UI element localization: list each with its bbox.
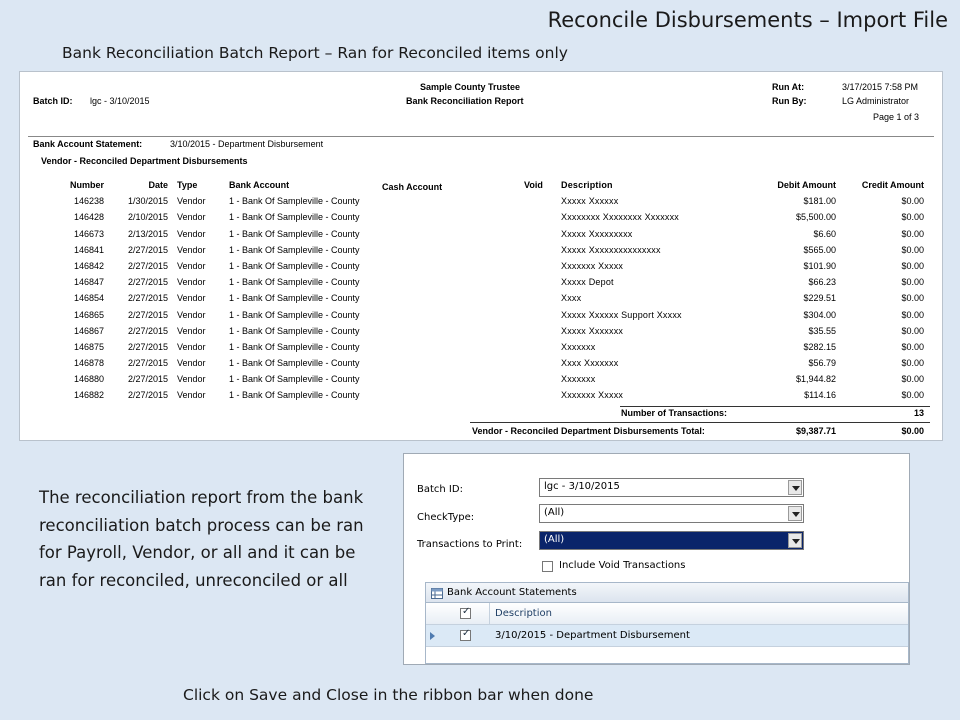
cell-number: 146882 xyxy=(73,390,104,401)
statement-label: Bank Account Statement: xyxy=(33,139,143,149)
cell-number: 146847 xyxy=(73,277,104,288)
batch-id-label: Batch ID: xyxy=(33,96,73,106)
cell-description: Xxxxxxx xyxy=(561,374,596,385)
checktype-select-value: (All) xyxy=(544,507,565,518)
total-debit: $9,387.71 xyxy=(795,426,836,436)
cell-number: 146842 xyxy=(73,260,104,271)
cell-bank-account: 1 - Bank Of Sampleville - County xyxy=(229,341,360,352)
cell-debit: $565.00 xyxy=(803,244,836,255)
cell-type: Vendor xyxy=(177,358,206,369)
grid-col-description[interactable]: Description xyxy=(495,608,552,619)
cell-description: Xxxxx Xxxxxx Support Xxxxx xyxy=(561,309,682,320)
cell-credit: $0.00 xyxy=(901,358,924,369)
cell-debit: $101.90 xyxy=(803,260,836,271)
cell-description: Xxxxx Depot xyxy=(561,277,614,288)
cell-date: 2/27/2015 xyxy=(127,277,168,288)
table-row xyxy=(20,308,944,324)
cell-type: Vendor xyxy=(177,309,206,320)
grid-row-description: 3/10/2015 - Department Disbursement xyxy=(495,630,690,641)
cell-debit: $181.00 xyxy=(803,196,836,207)
cell-number: 146428 xyxy=(73,212,104,223)
cell-debit: $35.55 xyxy=(808,325,836,336)
slide-subtitle: Bank Reconciliation Batch Report – Ran for Reconciled items only xyxy=(62,44,568,62)
cell-bank-account: 1 - Bank Of Sampleville - County xyxy=(229,244,360,255)
statement-value: 3/10/2015 - Department Disbursement xyxy=(170,139,324,149)
cell-description: Xxxxx Xxxxxxxxx xyxy=(561,228,633,239)
cell-bank-account: 1 - Bank Of Sampleville - County xyxy=(229,374,360,385)
report-org-name: Sample County Trustee xyxy=(420,82,521,92)
cell-date: 2/13/2015 xyxy=(127,228,168,239)
slide-title: Reconcile Disbursements – Import File xyxy=(547,8,948,32)
col-cash-account: Cash Account xyxy=(382,182,443,192)
table-header xyxy=(20,178,944,194)
cell-type: Vendor xyxy=(177,277,206,288)
header-divider xyxy=(28,136,934,137)
batch-id-select-value: lgc - 3/10/2015 xyxy=(544,481,620,492)
cell-type: Vendor xyxy=(177,228,206,239)
table-row xyxy=(20,259,944,275)
cell-credit: $0.00 xyxy=(901,260,924,271)
cell-type: Vendor xyxy=(177,390,206,401)
cell-debit: $304.00 xyxy=(803,309,836,320)
cell-number: 146673 xyxy=(73,228,104,239)
batch-id-field-label: Batch ID: xyxy=(417,484,463,495)
grid-row-statement[interactable] xyxy=(426,625,908,647)
include-void-label: Include Void Transactions xyxy=(559,560,686,571)
cell-type: Vendor xyxy=(177,244,206,255)
cell-bank-account: 1 - Bank Of Sampleville - County xyxy=(229,228,360,239)
table-row xyxy=(20,356,944,372)
transactions-to-print-select[interactable] xyxy=(539,531,804,550)
cell-credit: $0.00 xyxy=(901,212,924,223)
cell-credit: $0.00 xyxy=(901,196,924,207)
cell-bank-account: 1 - Bank Of Sampleville - County xyxy=(229,358,360,369)
cell-number: 146238 xyxy=(73,196,104,207)
run-by-value: LG Administrator xyxy=(842,96,910,106)
page-indicator: Page 1 of 3 xyxy=(873,112,920,122)
chevron-down-icon[interactable] xyxy=(788,480,802,495)
cell-description: Xxxxxxx Xxxxx xyxy=(561,260,624,271)
col-void: Void xyxy=(524,180,543,190)
table-row xyxy=(20,372,944,388)
cell-type: Vendor xyxy=(177,341,206,352)
cell-bank-account: 1 - Bank Of Sampleville - County xyxy=(229,260,360,271)
cell-bank-account: 1 - Bank Of Sampleville - County xyxy=(229,309,360,320)
cell-description: Xxxxx Xxxxxxx xyxy=(561,325,624,336)
batch-id-select[interactable] xyxy=(539,478,804,497)
row-pointer-icon xyxy=(430,632,435,640)
grid-title: Bank Account Statements xyxy=(447,587,577,598)
cell-date: 2/27/2015 xyxy=(127,325,168,336)
cell-type: Vendor xyxy=(177,196,206,207)
grid-title-bar xyxy=(426,583,908,603)
cell-credit: $0.00 xyxy=(901,277,924,288)
batch-id-value: lgc - 3/10/2015 xyxy=(90,96,150,106)
explanation-text: The reconciliation report from the bank reconciliation batch process can be ran for Payroll, Vendor, or all and it can be ran for reconciled, unreconciled or all xyxy=(39,488,364,590)
cell-description: Xxxxxxxx Xxxxxxxx Xxxxxxx xyxy=(561,212,680,223)
table-icon xyxy=(431,588,443,599)
table-row xyxy=(20,227,944,243)
cell-debit: $282.15 xyxy=(803,341,836,352)
cell-credit: $0.00 xyxy=(901,309,924,320)
cell-description: Xxxxxxx xyxy=(561,341,596,352)
include-void-checkbox[interactable] xyxy=(542,561,553,572)
cell-date: 2/27/2015 xyxy=(127,260,168,271)
report-table xyxy=(20,178,944,405)
report-rows xyxy=(20,194,944,404)
total-label: Vendor - Reconciled Department Disbursements Total: xyxy=(472,426,705,436)
col-bank-account: Bank Account xyxy=(229,180,290,190)
cell-date: 2/27/2015 xyxy=(127,244,168,255)
column-divider xyxy=(489,603,490,624)
cell-bank-account: 1 - Bank Of Sampleville - County xyxy=(229,277,360,288)
cell-credit: $0.00 xyxy=(901,244,924,255)
col-debit: Debit Amount xyxy=(777,180,836,190)
cell-debit: $114.16 xyxy=(804,390,836,401)
cell-date: 2/10/2015 xyxy=(127,212,168,223)
table-row xyxy=(20,388,944,404)
run-at-value: 3/17/2015 7:58 PM xyxy=(842,82,919,92)
select-all-checkbox[interactable] xyxy=(460,608,471,619)
cell-credit: $0.00 xyxy=(901,374,924,385)
report-preview xyxy=(19,71,943,441)
chevron-down-icon[interactable] xyxy=(788,533,802,548)
cell-type: Vendor xyxy=(177,212,206,223)
col-date: Date xyxy=(148,180,168,190)
cell-credit: $0.00 xyxy=(901,228,924,239)
cell-date: 2/27/2015 xyxy=(127,358,168,369)
cell-credit: $0.00 xyxy=(901,293,924,304)
cell-bank-account: 1 - Bank Of Sampleville - County xyxy=(229,390,360,401)
table-row xyxy=(20,275,944,291)
cell-number: 146878 xyxy=(73,358,104,369)
cell-date: 1/30/2015 xyxy=(127,196,168,207)
transactions-select-value: (All) xyxy=(544,534,565,545)
cell-number: 146865 xyxy=(73,309,104,320)
cell-description: Xxxxx Xxxxxxxxxxxxxxx xyxy=(561,244,661,255)
col-type: Type xyxy=(177,180,198,190)
grid-header-row xyxy=(426,603,908,625)
cell-bank-account: 1 - Bank Of Sampleville - County xyxy=(229,293,360,304)
cell-number: 146867 xyxy=(73,325,104,336)
count-rule xyxy=(620,406,930,407)
checktype-select[interactable] xyxy=(539,504,804,523)
table-row xyxy=(20,340,944,356)
table-row xyxy=(20,210,944,226)
bank-statements-grid xyxy=(425,582,909,664)
group-title: Vendor - Reconciled Department Disbursements xyxy=(41,156,248,166)
cell-number: 146841 xyxy=(73,244,104,255)
col-description: Description xyxy=(561,180,613,190)
total-credit: $0.00 xyxy=(901,426,924,436)
instruction-text: Click on Save and Close in the ribbon bar when done xyxy=(183,686,594,704)
cell-debit: $56.79 xyxy=(808,358,836,369)
table-row xyxy=(20,324,944,340)
cell-date: 2/27/2015 xyxy=(127,341,168,352)
cell-description: Xxxxxxx Xxxxx xyxy=(561,390,624,401)
cell-number: 146854 xyxy=(73,293,104,304)
cell-date: 2/27/2015 xyxy=(127,293,168,304)
cell-description: Xxxx xyxy=(561,293,582,304)
cell-debit: $5,500.00 xyxy=(795,212,836,223)
cell-debit: $1,944.82 xyxy=(795,374,836,385)
col-number: Number xyxy=(69,180,104,190)
col-credit: Credit Amount xyxy=(861,180,924,190)
report-options-dialog xyxy=(403,453,910,665)
cell-date: 2/27/2015 xyxy=(127,309,168,320)
cell-number: 146880 xyxy=(73,374,104,385)
report-name: Bank Reconciliation Report xyxy=(406,96,524,106)
table-row xyxy=(20,243,944,259)
row-select-checkbox[interactable] xyxy=(460,630,471,641)
cell-credit: $0.00 xyxy=(901,341,924,352)
cell-credit: $0.00 xyxy=(901,390,924,401)
cell-debit: $6.60 xyxy=(813,228,836,239)
chevron-down-icon[interactable] xyxy=(788,506,802,521)
cell-debit: $229.51 xyxy=(803,293,836,304)
checktype-label: CheckType: xyxy=(417,512,475,523)
cell-debit: $66.23 xyxy=(808,277,836,288)
cell-type: Vendor xyxy=(177,293,206,304)
cell-date: 2/27/2015 xyxy=(127,374,168,385)
cell-bank-account: 1 - Bank Of Sampleville - County xyxy=(229,212,360,223)
cell-bank-account: 1 - Bank Of Sampleville - County xyxy=(229,196,360,207)
run-at-label: Run At: xyxy=(772,82,805,92)
cell-description: Xxxxx Xxxxxx xyxy=(561,196,619,207)
cell-bank-account: 1 - Bank Of Sampleville - County xyxy=(229,325,360,336)
cell-date: 2/27/2015 xyxy=(127,390,168,401)
table-row xyxy=(20,291,944,307)
cell-type: Vendor xyxy=(177,325,206,336)
table-row xyxy=(20,194,944,210)
cell-description: Xxxx Xxxxxxx xyxy=(561,358,619,369)
cell-type: Vendor xyxy=(177,260,206,271)
cell-number: 146875 xyxy=(73,341,104,352)
cell-credit: $0.00 xyxy=(901,325,924,336)
run-by-label: Run By: xyxy=(772,96,807,106)
cell-type: Vendor xyxy=(177,374,206,385)
total-rule xyxy=(470,422,930,423)
transactions-to-print-label: Transactions to Print: xyxy=(417,539,523,550)
count-value: 13 xyxy=(913,408,924,418)
count-label: Number of Transactions: xyxy=(621,408,728,418)
